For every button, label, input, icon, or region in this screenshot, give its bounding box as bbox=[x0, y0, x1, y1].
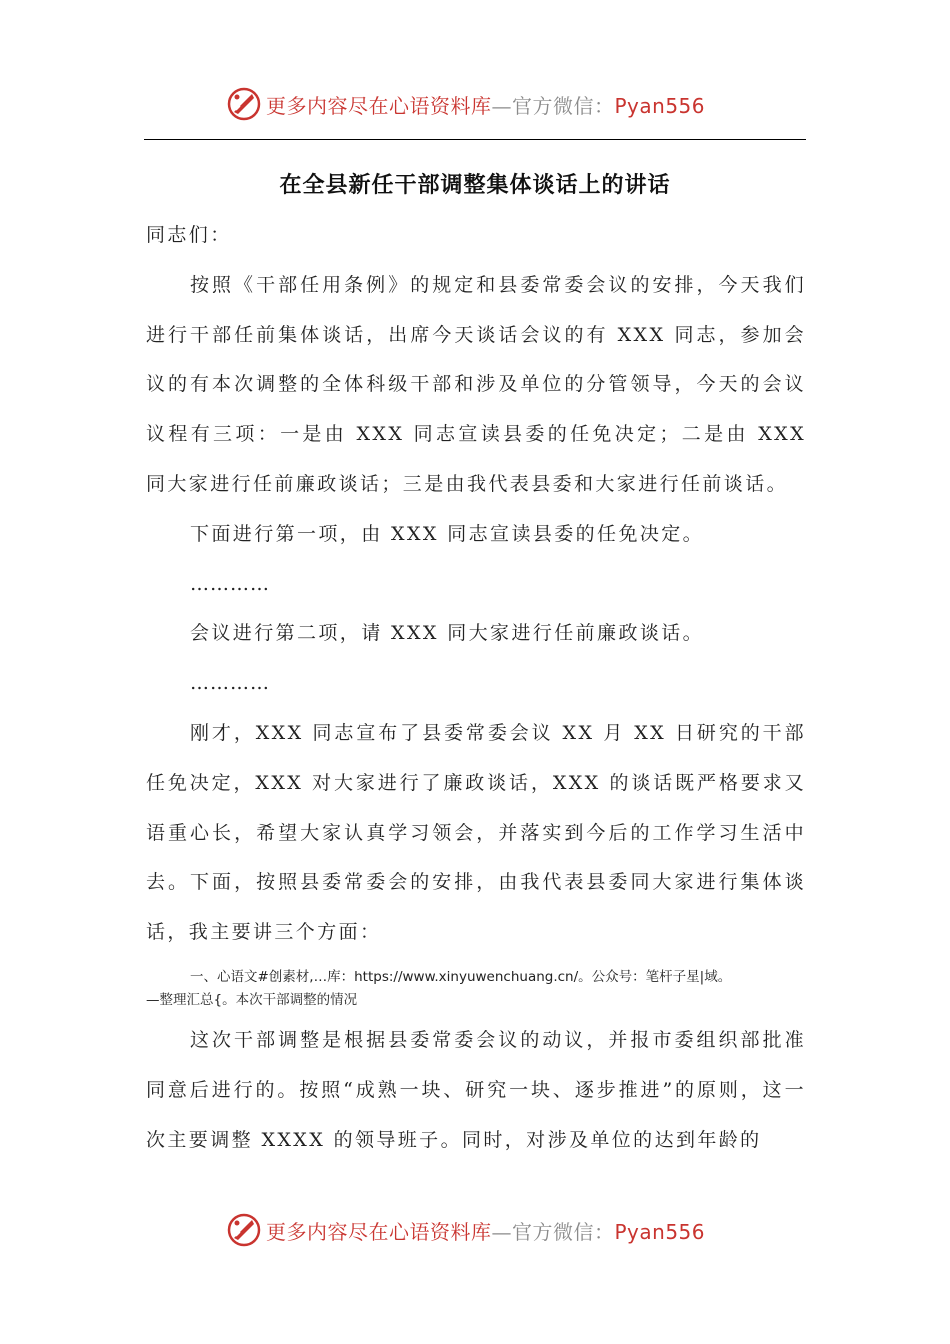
banner-text-part1: 更多内容尽在心语资料库 bbox=[266, 94, 492, 118]
banner-text-part1: 更多内容尽在心语资料库 bbox=[266, 1220, 492, 1244]
ellipsis-line: ………… bbox=[190, 572, 270, 595]
paragraph: 会议进行第二项，请 XXX 同大家进行任前廉政谈话。 bbox=[190, 622, 705, 645]
quill-logo-icon bbox=[226, 86, 262, 122]
footer-banner bbox=[0, 1210, 950, 1250]
banner-text-part3: Pyan556 bbox=[614, 1220, 706, 1244]
paragraph: 按照《干部任用条例》的规定和县委常委会议的安排，今天我们进行干部任前集体谈话，出席今天谈话会议的有 XXX 同志，参加会议的有本次调整的全体科级干部和涉及单位的分管领导，今天的会议议程有三项：一是由 XXX 同志宣读县委的任免决定；二是由 XXX 同大家进行任前廉政谈话；三是由我代表县委和大家进行任前谈话。 bbox=[146, 273, 806, 495]
banner-text bbox=[266, 90, 705, 119]
paragraph: 下面进行第一项，由 XXX 同志宣读县委的任免决定。 bbox=[190, 522, 705, 545]
section-heading-line1: 一、心语文#创素材,…库：https://www.xinyuwenchuang.cn/。公众号：笔杆子星|域。 bbox=[190, 968, 732, 985]
document-body bbox=[146, 211, 806, 1165]
document-title: 在全县新任干部调整集体谈话上的讲话 bbox=[279, 173, 671, 198]
salutation: 同志们： bbox=[146, 224, 232, 246]
banner-text bbox=[266, 1216, 705, 1245]
banner-text-part3: Pyan556 bbox=[614, 94, 706, 118]
section-heading bbox=[146, 966, 806, 1012]
quill-logo-icon bbox=[226, 1212, 262, 1248]
header-banner bbox=[0, 84, 950, 124]
section-heading-line2: —整理汇总{。本次干部调整的情况 bbox=[146, 991, 358, 1008]
banner-text-part2: —官方微信： bbox=[491, 1220, 615, 1244]
paragraph: 刚才，XXX 同志宣布了县委常委会议 XX 月 XX 日研究的干部任免决定，XXX 对大家进行了廉政谈话，XXX 的谈话既严格要求又语重心长，希望大家认真学习领会，并落实到今后的工作学习生活中去。下面，按照县委常委会的安排，由我代表县委同大家进行集体谈话，我主要讲三个方面： bbox=[146, 721, 806, 944]
ellipsis-line: ………… bbox=[190, 672, 270, 695]
paragraph: 这次干部调整是根据县委常委会议的动议，并报市委组织部批准同意后进行的。按照“成熟一块、研究一块、逐步推进”的原则，这一次主要调整 XXXX 的领导班子。同时，对涉及单位的达到年龄的 bbox=[146, 1028, 806, 1151]
header-divider bbox=[144, 139, 806, 140]
banner-text-part2: —官方微信： bbox=[491, 94, 615, 118]
